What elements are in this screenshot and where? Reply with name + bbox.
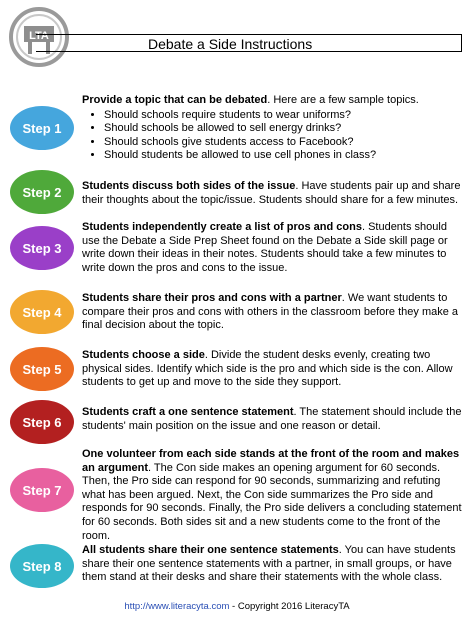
list-item: • Should schools be allowed to sell energy drinks? [104,122,466,136]
list-item: • Should schools require students to wear uniforms? [104,109,466,123]
step-1-body: . Here are a few sample topics. [267,94,419,106]
topic-list [82,109,466,163]
step-8-heading: All students share their one sentence statements [82,544,339,556]
step-7-heading: One volunteer from each side stands at the front of the room and makes an argument [82,448,460,474]
step-4-text [82,292,466,333]
step-3-label: Step 3 [22,240,62,256]
step-3-text [82,221,466,275]
step-3-badge [10,226,74,270]
step-2-heading: Students discuss both sides of the issue [82,180,296,192]
page-title: Debate a Side Instructions [148,36,313,52]
step-1-badge [10,106,74,150]
step-4-badge [10,290,74,334]
step-7-label: Step 7 [22,482,62,498]
step-5-badge [10,347,74,391]
step-4-heading: Students share their pros and cons with a partner [82,292,342,304]
step-8-body: . You can have students share their one sentence statements with a partner, in small groups, or have them stand at their desks and share their statements with the whole class. [82,544,456,584]
footer-link[interactable]: http://www.literacyta.com [124,601,230,612]
step-2-text [82,180,466,207]
step-8-label: Step 8 [22,558,62,574]
step-8-text [82,544,466,585]
step-5-heading: Students choose a side [82,349,205,361]
step-8-badge [10,544,74,588]
step-1-label: Step 1 [22,120,62,136]
step-3-heading: Students independently create a list of pros and cons [82,221,362,233]
step-4-label: Step 4 [22,304,62,320]
step-6-heading: Students craft a one sentence statement [82,406,294,418]
step-6-body: . The statement should include the students' main position on the issue and one reason or detail. [82,406,462,432]
step-1-text [82,94,466,163]
step-6-badge [10,400,74,444]
step-6-label: Step 6 [22,414,62,430]
step-7-body: . The Con side makes an opening argument for 60 seconds. Then, the Pro side can respond for 90 seconds, summarizing and refuting what has been argued. Next, the Con side summarizes the Pro side and responds for 90 seconds. Finally, the Pro side delivers a concluding statement for 60 seconds. Both sides sit and a new students come to the front of the room. [82,461,462,542]
step-2-badge [10,170,74,214]
step-1-heading: Provide a topic that can be debated [82,94,268,106]
step-5-text [82,349,466,390]
step-7-badge [10,468,74,512]
list-item: • Should students be allowed to use cell phones in class? [104,149,466,163]
step-6-text [82,406,466,433]
step-7-text [82,448,466,543]
footer [0,601,474,612]
step-5-label: Step 5 [22,361,62,377]
step-5-body: . Divide the student desks evenly, creating two physical sides. Identify which side is the pro and which side is the con. Allow students to get up and move to the side they support. [82,349,453,389]
step-4-body: . We want students to compare their pros and cons with others in the classroom before they make a final decision about the topic. [82,292,459,332]
step-3-body: . Students should use the Debate a Side Prep Sheet found on the Debate a Side skill page or write down their ideas in their notes. Students should take a few minutes to write down the pros and cons to the issue. [82,221,448,274]
step-2-body: . Have students pair up and share their thoughts about the topic/issue. Students should share for a few minutes. [82,180,461,206]
list-item: • Should schools give students access to Facebook? [104,136,466,150]
footer-copyright: - Copyright 2016 LiteracyTA [229,601,350,612]
step-2-label: Step 2 [22,184,62,200]
logo-text: LTA [29,30,49,42]
